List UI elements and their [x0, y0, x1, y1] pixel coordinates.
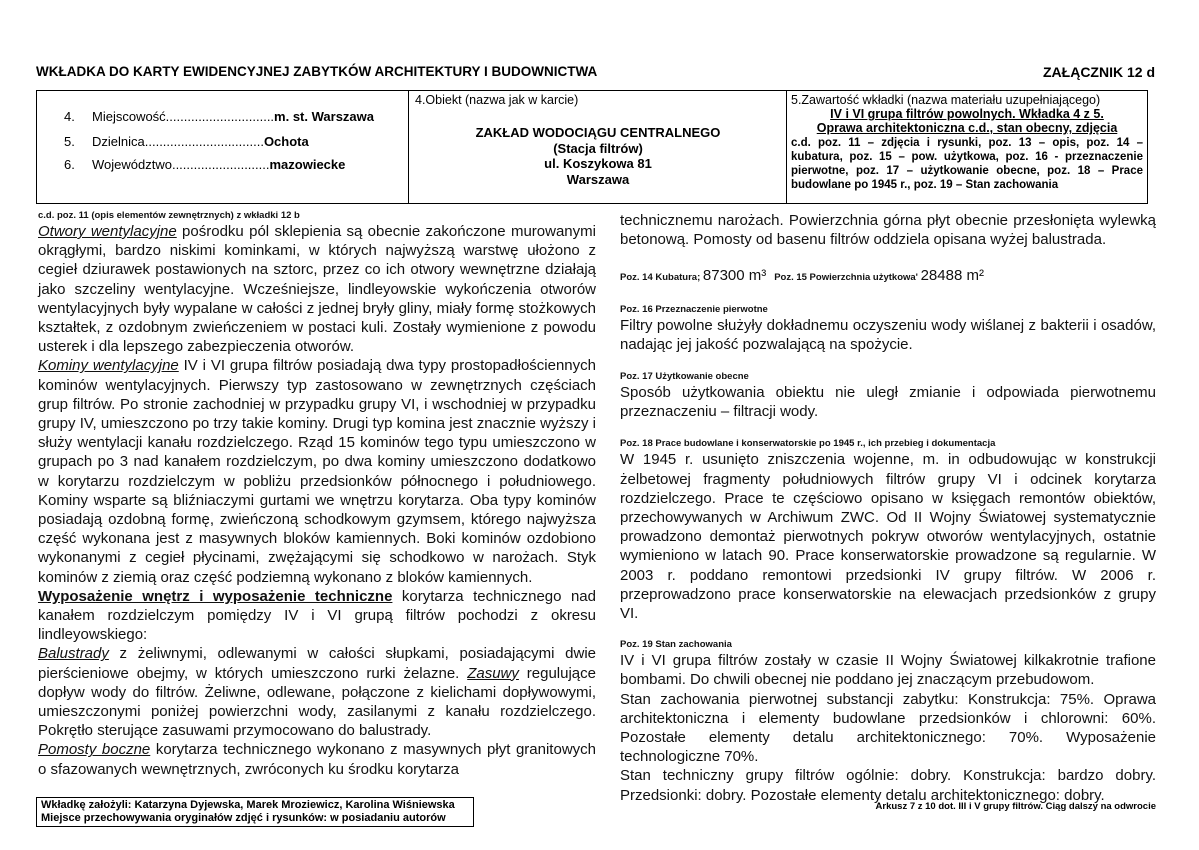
paragraph-otwory: Otwory wentylacyjne pośrodku pól sklepienia są obecnie zakończone murowanymi okrągłymi, bardzo niskimi kominkami, w których najwyższą warstwę ułożono z cegieł dziurawek postawionych na sztorc, przez co ich otwory wewnętrzne działają jako szczeliny wentylacyjne. Wcześniejsze, lindleyowskie wykończenia otworów wentylacyjnych były wypalane w całości z jednej bryły gliny, miały formę stożkowych kształtek, z ozdobnym zwieńczeniem w postaci kuli. Zostały wymienione z powodu usterek i dla lepszego zabezpieczenia otworów. [38, 223, 596, 356]
poz17-label: Poz. 17 Użytkowanie obecne [620, 371, 749, 383]
authors-line: Wkładkę założyli: Katarzyna Dyjewska, Marek Mroziewicz, Karolina Wiśniewska [41, 799, 455, 811]
object-name: ZAKŁAD WODOCIĄGU CENTRALNEGO (Stacja filtrów) ul. Koszykowa 81 Warszawa [475, 125, 721, 187]
contents-detail: c.d. poz. 11 – zdjęcia i rysunki, poz. 13 – opis, poz. 14 – kubatura, poz. 15 – pow. użytkowa, poz. 16 - przeznaczenie pierwotne, poz. 17 – użytkowanie obecne, poz. 18 – Prace budowlane po 1945 r., poz. 19 – Stan zachowania [791, 136, 1143, 192]
paragraph-pomosty: Pomosty boczne korytarza technicznego wykonano z masywnych płyt granitowych o sfazowanych wewnętrznych, zwróconych ku środku korytarza [38, 741, 596, 778]
location-row: 4. Miejscowość..............................m. st. Warszawa [64, 109, 374, 124]
paragraph-intro: technicznemu narożach. Powierzchnia górna płyt obecnie przesłonięta wylewką betonową. Pomosty od basenu filtrów oddziela opisana wyżej balustrada. [620, 212, 1156, 249]
left-column [38, 210, 596, 779]
object-box [408, 90, 788, 204]
storage-line: Miejsce przechowywania oryginałów zdjęć i rysunków: w posiadaniu autorów [41, 812, 446, 824]
poz18-label: Poz. 18 Prace budowlane i konserwatorskie po 1945 r., ich przebieg i dokumentacja [620, 438, 996, 450]
sheet-number: Arkusz 7 z 10 dot. III i V grupy filtrów. Ciąg dalszy na odwrocie [875, 801, 1156, 812]
location-row: 6. Województwo...........................mazowiecke [64, 157, 346, 172]
poz19-text: Stan zachowania pierwotnej substancji zabytku: Konstrukcja: 75%. Oprawa architektoniczna i elementy budowlane przedsionków i chlorowni: 60%. Pozostałe elementy detalu architektonicznego: 70%. Wyposażenie technologiczne 70%. [620, 690, 1156, 766]
contents-label: 5.Zawartość wkładki (nazwa materiału uzupełniającego) [791, 93, 1101, 107]
annex-label: ZAŁĄCZNIK 12 d [1043, 64, 1155, 80]
right-column [620, 211, 1156, 805]
paragraph-kominy: Kominy wentylacyjne IV i VI grupa filtrów posiadają dwa typy prostopadłościennych kominów wentylacyjnych. Pierwszy typ zastosowano w zewnętrznych częściach grup filtrów. Po stronie zachodniej w przypadku grupy VI, i wschodniej w przypadku grupy IV, umieszczono po trzy takie kominy. Drugi typ komina jest znacznie wyższy i służy wentylacji kanału rozdzielczego. Rząd 15 kominów tego typu umieszczono w grupach po 3 nad kanałem rozdzielczym, po dwa kominy umieszczono dodatkowo w korytarzu rozdzielczym w pobliżu przedsionków północnego i południowego. Kominy wsparte są bliźniaczymi gurtami we wnętrzu korytarza. Oba typy kominów posiadają ozdobną formę, zwieńczoną schodkowym gzymsem, którego najwyższa część wykonana jest z masywnych bloków kamiennych. Boki kominów ozdobiono wykonanymi z cegieł płycinami, zwężającymi się schodkowo w narożach. Styk kominów z ziemią oraz część podziemną wykonano z bloków kamiennych. [38, 357, 596, 586]
location-box [36, 90, 410, 204]
authors-box [36, 797, 474, 827]
paragraph-balustrady: Balustrady z żeliwnymi, odlewanymi w całości słupkami, posiadającymi dwie pierścieniowe obejmy, w których umieszczono rurki żelazne. Zasuwy regulujące dopływ wody do filtrów. Żeliwne, odlewane, połączone z kielichami dopływowymi, umieszczonymi poniżej powierzchni wody, zasilanymi z kanału rozdzielczego. Pokrętło sterujące zasuwami przymocowano do balustrady. [38, 645, 596, 740]
contents-box [786, 90, 1148, 204]
poz17-text: Sposób użytkowania obiektu nie uległ zmianie i odpowiada pierwotnemu przeznaczeniu – filtracji wody. [620, 384, 1156, 421]
poz18-text: W 1945 r. usunięto zniszczenia wojenne, m. in odbudowując w konstrukcji żelbetowej fragmenty południowych filtrów grupy VI i odcinek korytarza rozdzielczego. Prace te częściowo opisano w księgach remontów obiektów, przechowywanych w Archiwum ZWC. Od II Wojny Światowej systematycznie prowadzono demontaż pierwotnych pokryw otworów wentylacyjnych, ostatnie wymieniono w latach 90. Prace konserwatorskie prowadzone są regularnie. W 2003 r. poddano remontowi przedsionki IV grupy filtrów. W 2006 r. przeprowadzono prace konserwatorskie na elewacjach przedsionków z grupy VI. [620, 451, 1156, 623]
paragraph-wyposazenie: Wyposażenie wnętrz i wyposażenie techniczne korytarza technicznego nad kanałem rozdzielczym pomiędzy IV i VI grupą filtrów pochodzi z okresu lindleyowskiego: [38, 587, 596, 644]
contents-title: IV i VI grupa filtrów powolnych. Wkładka 4 z 5. [830, 107, 1104, 122]
poz19-text: IV i VI grupa filtrów zostały w czasie II Wojny Światowej kilkakrotnie trafione bombami. Do chwili obecnej nie poddano jej znaczącym przebudowom. [620, 652, 1156, 689]
object-label: 4.Obiekt (nazwa jak w karcie) [415, 93, 579, 107]
contents-subtitle: Oprawa architektoniczna c.d., stan obecny, zdjęcia [816, 121, 1118, 136]
poz19-text: Stan techniczny grupy filtrów ogólnie: dobry. Konstrukcja: bardzo dobry. Przedsionki: dobry. Pozostałe elementy detalu architektonicznego: dobry. [620, 767, 1156, 804]
continuation-caption: c.d. poz. 11 (opis elementów zewnętrznych) z wkładki 12 b [38, 210, 300, 221]
location-row: 5. Dzielnica.................................Ochota [64, 134, 309, 149]
stats-line: Poz. 14 Kubatura; 87300 m³ Poz. 15 Powierzchnia użytkowa' 28488 m² [620, 267, 984, 285]
poz16-label: Poz. 16 Przeznaczenie pierwotne [620, 303, 768, 315]
poz16-text: Filtry powolne służyły dokładnemu oczyszeniu wody wiślanej z bakterii i osadów, nadając jej jakość pozwalającą na spożycie. [620, 316, 1156, 353]
poz19-label: Poz. 19 Stan zachowania [620, 639, 732, 651]
document-title: WKŁADKA DO KARTY EWIDENCYJNEJ ZABYTKÓW ARCHITEKTURY I BUDOWNICTWA [36, 64, 598, 79]
